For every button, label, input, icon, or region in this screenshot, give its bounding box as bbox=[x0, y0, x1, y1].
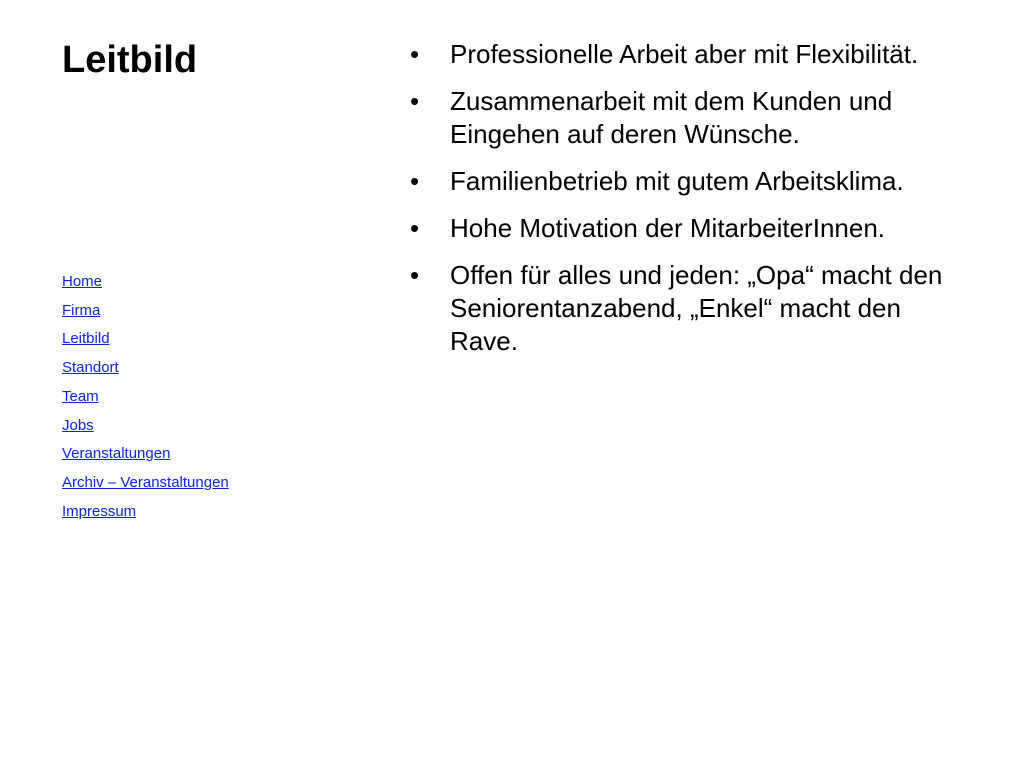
nav-link-firma[interactable]: Firma bbox=[62, 301, 101, 319]
nav-link-archiv-veranstaltungen[interactable]: Archiv – Veranstaltungen bbox=[62, 473, 229, 491]
nav-link-veranstaltungen[interactable]: Veranstaltungen bbox=[62, 445, 171, 463]
bullet-text: Hohe Motivation der MitarbeiterInnen. bbox=[450, 213, 886, 244]
nav-link-jobs[interactable]: Jobs bbox=[62, 416, 94, 434]
nav-item bbox=[62, 440, 229, 469]
bullet-text: Offen für alles und jeden: „Opa“ macht den Seniorentanzabend, „Enkel“ macht den Rave. bbox=[450, 260, 943, 357]
bullet-item bbox=[408, 165, 968, 198]
bullet-icon: • bbox=[410, 166, 420, 197]
nav-item bbox=[62, 469, 229, 498]
nav-link-team[interactable]: Team bbox=[62, 387, 99, 405]
nav-item bbox=[62, 325, 229, 354]
nav-item bbox=[62, 383, 229, 412]
bullet-item bbox=[408, 259, 968, 358]
nav-item bbox=[62, 354, 229, 383]
nav-link-home[interactable]: Home bbox=[62, 273, 103, 290]
bullet-list bbox=[408, 38, 968, 372]
bullet-icon: • bbox=[410, 86, 420, 117]
nav-link-standort[interactable]: Standort bbox=[62, 359, 119, 377]
slide-title: Leitbild bbox=[62, 39, 198, 81]
bullet-text: Professionelle Arbeit aber mit Flexibilität. bbox=[450, 39, 919, 69]
nav-item bbox=[62, 412, 229, 441]
bullet-text: Familienbetrieb mit gutem Arbeitsklima. bbox=[450, 166, 904, 197]
bullet-icon: • bbox=[410, 39, 420, 69]
bullet-icon: • bbox=[410, 213, 420, 244]
nav-item bbox=[62, 297, 229, 326]
bullet-icon: • bbox=[410, 260, 420, 291]
nav-link-impressum[interactable]: Impressum bbox=[62, 502, 137, 520]
nav-item bbox=[62, 268, 229, 297]
bullet-item bbox=[408, 85, 968, 151]
bullet-item bbox=[408, 38, 968, 71]
nav-link-leitbild[interactable]: Leitbild bbox=[62, 330, 110, 348]
bullet-item bbox=[408, 212, 968, 245]
nav-link-list bbox=[62, 268, 229, 526]
nav-item bbox=[62, 498, 229, 527]
bullet-text: Zusammenarbeit mit dem Kunden und Eingehen auf deren Wünsche. bbox=[450, 86, 893, 150]
